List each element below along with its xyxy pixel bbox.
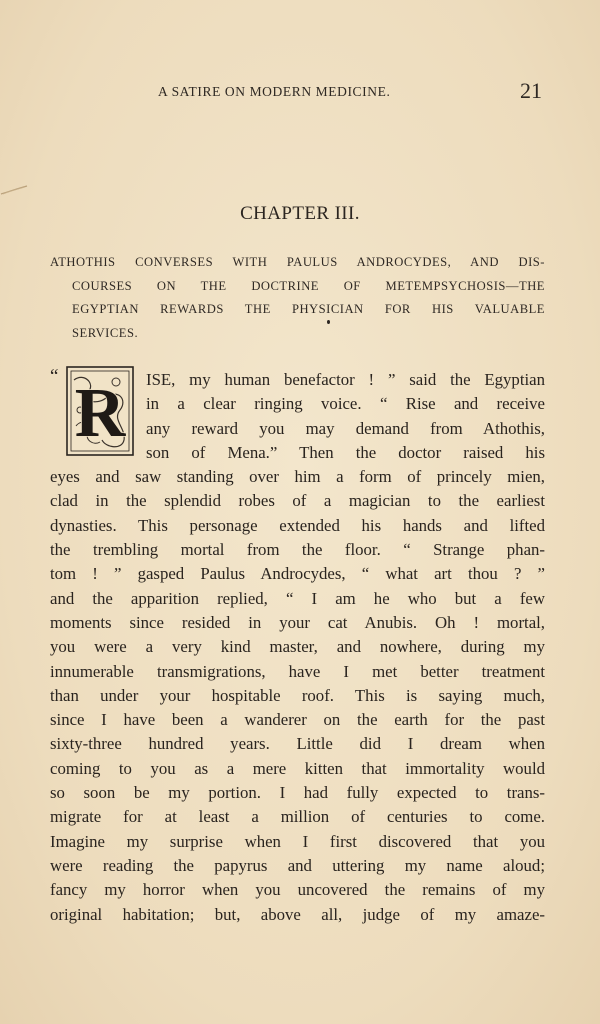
body-line: tom ! ” gasped Paulus Androcydes, “ what art thou ? ” <box>50 564 545 584</box>
body-line: and the apparition replied, “ I am he who but a few <box>50 588 545 608</box>
synopsis-line: SERVICES. <box>72 325 139 340</box>
body-line: original habitation; but, above all, judge of my amaze- <box>50 904 545 924</box>
body-line: since I have been a wanderer on the earth for the past <box>50 710 545 730</box>
body-line: eyes and saw standing over him a form of princely mien, <box>50 467 545 487</box>
synopsis-line: COURSES ON THE DOCTRINE OF METEMPSYCHOSIS—THE <box>72 278 545 293</box>
body-text <box>50 368 545 927</box>
body-line: migrate for at least a million of centuries to come. <box>50 807 545 827</box>
body-line: the trembling mortal from the floor. “ Strange phan- <box>50 540 545 560</box>
synopsis-line: EGYPTIAN REWARDS THE PHYSICIAN FOR HIS VALUABLE <box>72 302 545 316</box>
stray-mark-icon <box>0 185 28 195</box>
body-line: you were a very kind master, and nowhere, during my <box>50 637 545 657</box>
running-head: A SATIRE ON MODERN MEDICINE. <box>158 84 391 99</box>
body-line: fancy my horror when you uncovered the remains of my <box>50 880 545 900</box>
body-line: ISE, my human benefactor ! ” said the Egyptian <box>146 370 545 389</box>
body-line: Imagine my surprise when I first discovered that you <box>50 831 545 851</box>
body-line: clad in the splendid robes of a magician to the earliest <box>50 491 545 511</box>
body-line: son of Mena.” Then the doctor raised his <box>146 442 545 462</box>
body-line: any reward you may demand from Athothis, <box>146 418 545 438</box>
body-line: in a clear ringing voice. “ Rise and receive <box>146 394 545 414</box>
synopsis-line: ATHOTHIS CONVERSES WITH PAULUS ANDROCYDES, AND DIS- <box>50 255 545 269</box>
drop-cap-letter: R <box>74 375 126 452</box>
chapter-synopsis <box>50 251 545 345</box>
body-line: coming to you as a mere kitten that immortality would <box>50 758 545 778</box>
body-line: than under your hospitable roof. This is saying much, <box>50 685 545 705</box>
ink-dot <box>327 320 330 324</box>
body-line: were reading the papyrus and uttering my name aloud; <box>50 855 545 875</box>
opening-quote: “ <box>50 366 59 387</box>
page-number: 21 <box>520 78 542 103</box>
body-line: sixty-three hundred years. Little did I dream when <box>50 734 545 754</box>
body-line: moments since resided in your cat Anubis. Oh ! mortal, <box>50 612 545 632</box>
chapter-title: CHAPTER III. <box>240 203 360 224</box>
body-line: dynasties. This personage extended his hands and lifted <box>50 515 545 535</box>
body-line: innumerable transmigrations, have I met better treatment <box>50 661 545 681</box>
body-line: so soon be my portion. I had fully expected to trans- <box>50 783 545 803</box>
